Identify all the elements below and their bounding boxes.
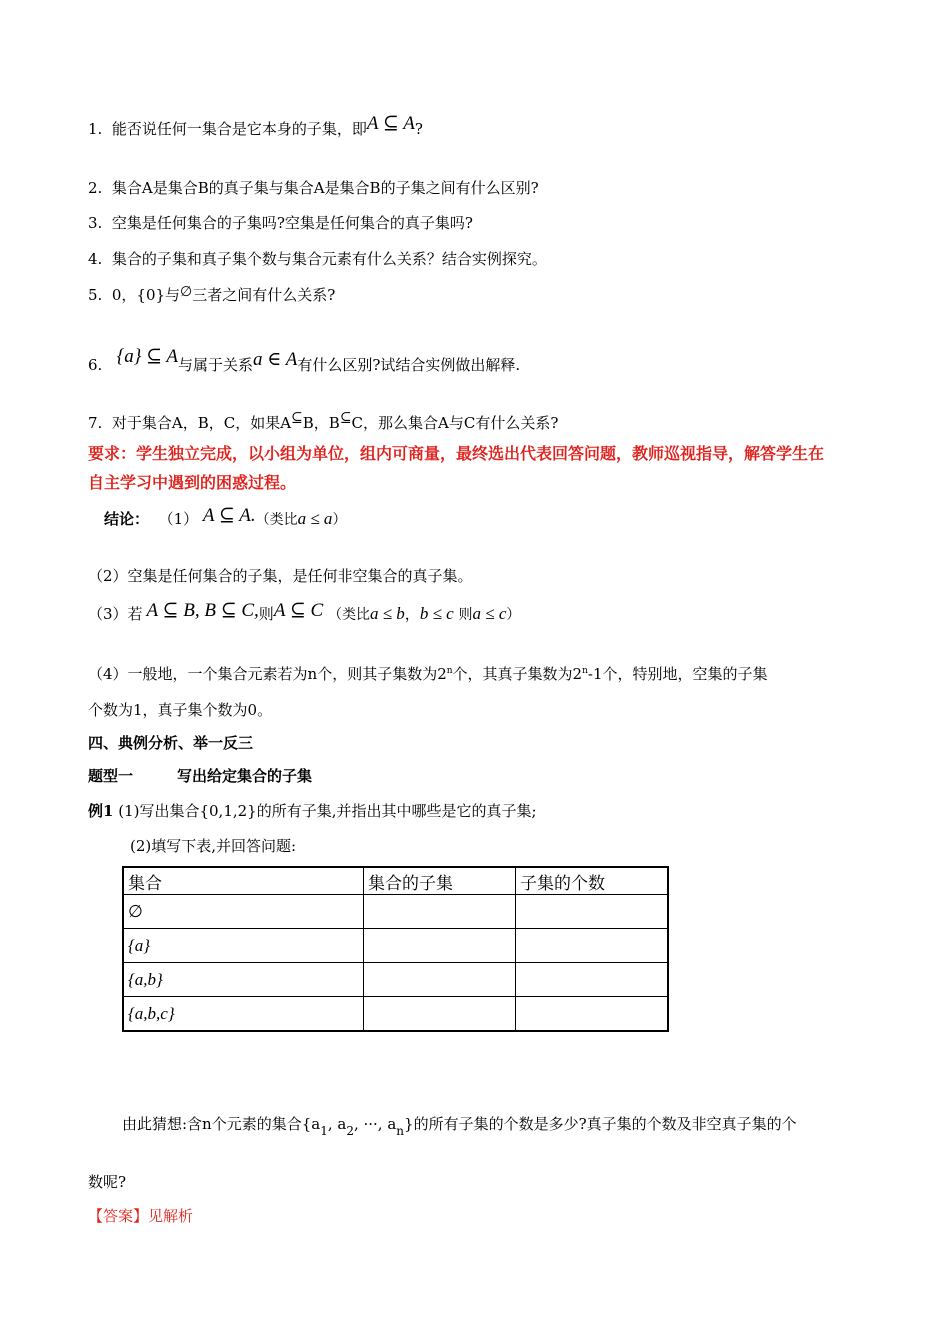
math-formula: A ⊆ A <box>366 113 415 134</box>
subscript: 2 <box>346 1124 354 1138</box>
table-cell-empty[interactable] <box>516 929 669 963</box>
set-notation: {a} <box>128 935 151 955</box>
analogy-text: 则 <box>458 607 473 623</box>
math-formula: {a} ⊆ A <box>116 346 179 367</box>
math-formula: a ≤ b <box>369 604 405 623</box>
type-heading <box>88 766 312 786</box>
conclusion-2: （2）空集是任何集合的子集，是任何非空集合的真子集。 <box>88 567 473 585</box>
example-label: 例1 <box>88 802 114 820</box>
question-number: 6. <box>88 356 103 374</box>
requirement-line-2: 自主学习中遇到的困惑过程。 <box>88 473 297 492</box>
question-3 <box>88 213 473 233</box>
table-cell-empty[interactable] <box>364 963 516 997</box>
guess-text: , ···, a <box>353 1115 397 1133</box>
question-6 <box>88 346 521 375</box>
question-text: 与属于关系 <box>178 356 254 374</box>
subset-symbol: ⊆ <box>291 410 303 426</box>
analogy-text: ， <box>404 605 420 623</box>
example-part-1 <box>88 801 537 821</box>
table-cell-empty[interactable] <box>516 997 669 1032</box>
guess-text: , a <box>327 1115 347 1133</box>
conclusion-text: 个，其真子集数为2 <box>452 665 583 683</box>
table-cell-empty[interactable] <box>364 929 516 963</box>
question-text: 有什么区别?试结合实例做出解释. <box>297 356 521 374</box>
conclusion-label: 结论： <box>104 510 150 528</box>
question-7 <box>88 410 559 434</box>
answer-line <box>88 1206 193 1226</box>
conclusion-1 <box>104 505 347 530</box>
conclusion-text: 则 <box>258 605 274 623</box>
question-number: 4. <box>88 250 103 268</box>
conclusion-number: （3）若 <box>88 605 143 623</box>
superscript: n <box>582 666 588 676</box>
question-text: 空集是任何集合的子集吗?空集是任何集合的真子集吗? <box>111 214 473 232</box>
table-row <box>123 963 668 997</box>
math-formula: a ≤ c <box>472 604 507 623</box>
math-formula: A ⊆ A. <box>202 505 256 526</box>
question-text: 三者之间有什么关系? <box>192 286 336 304</box>
table-row <box>123 895 668 929</box>
conclusion-text: -1个，特别地，空集的子集 <box>587 665 768 683</box>
conclusion-4-line-2: 个数为1，真子集个数为0。 <box>88 701 273 719</box>
question-number: 2. <box>88 179 103 197</box>
question-text: C，那么集合A与C有什么关系? <box>351 414 559 432</box>
question-4 <box>88 249 547 269</box>
table-cell-empty[interactable] <box>364 895 516 929</box>
question-number: 7. <box>88 414 103 432</box>
type-title: 写出给定集合的子集 <box>177 767 313 785</box>
section-title: 四、典例分析、举一反三 <box>88 734 254 752</box>
table-cell-empty[interactable] <box>516 963 669 997</box>
answer-text: 见解析 <box>148 1207 194 1225</box>
conclusion-3 <box>88 600 521 625</box>
math-formula: A ⊆ B, B ⊆ C, <box>146 600 259 621</box>
empty-set-symbol: ∅ <box>180 284 193 300</box>
subsets-table <box>122 866 669 1032</box>
table-header-cell: 集合 <box>123 867 364 895</box>
math-formula: a ∈ A <box>253 349 298 370</box>
table-cell-set <box>123 997 364 1032</box>
analogy-text: （类比 <box>327 607 370 623</box>
type-label: 题型一 <box>88 767 134 785</box>
math-formula: b ≤ c <box>419 604 454 623</box>
analogy-text: ） <box>506 607 521 623</box>
guess-text: 由此猜想:含n个元素的集合{a <box>122 1115 321 1133</box>
conclusion-4-line-1 <box>88 661 768 684</box>
question-number: 5. <box>88 286 103 304</box>
table-header-cell: 子集的个数 <box>516 867 669 895</box>
analogy-text: ） <box>332 512 347 528</box>
example-part-2: (2)填写下表,并回答问题: <box>130 837 297 855</box>
answer-tag: 【答案】 <box>88 1207 149 1225</box>
question-2 <box>88 178 539 198</box>
math-formula: a ≤ a <box>297 509 333 528</box>
subscript: 1 <box>320 1124 328 1138</box>
set-notation: {a,b,c} <box>128 1003 175 1023</box>
conclusion-text: （4）一般地，一个集合元素若为n个，则其子集数为2 <box>88 665 447 683</box>
table-row <box>123 929 668 963</box>
question-text: ? <box>414 120 423 138</box>
math-formula: A ⊆ C <box>273 600 324 621</box>
set-notation: {a,b} <box>128 969 163 989</box>
table-cell-empty[interactable] <box>516 895 669 929</box>
question-1 <box>88 113 423 139</box>
question-number: 3. <box>88 214 103 232</box>
guess-line-2: 数呢? <box>88 1173 127 1191</box>
subscript: n <box>396 1124 405 1138</box>
question-text: 能否说任何一集合是它本身的子集，即 <box>111 120 367 138</box>
requirement-line-1: 要求：学生独立完成，以小组为单位，组内可商量，最终选出代表回答问题，教师巡视指导，解答学生在 <box>88 444 825 463</box>
conclusion-number: （1） <box>158 510 199 528</box>
table-cell-empty[interactable] <box>364 997 516 1032</box>
table-cell-set <box>123 963 364 997</box>
analogy-text: （类比 <box>255 512 298 528</box>
question-5 <box>88 285 335 306</box>
guess-text: }的所有子集的个数是多少?真子集的个数及非空真子集的个 <box>404 1115 797 1133</box>
question-text: B，B <box>302 414 340 432</box>
question-number: 1. <box>88 120 103 138</box>
table-row <box>123 997 668 1032</box>
question-text: 对于集合A，B，C，如果A <box>111 414 292 432</box>
question-text: 0，{0}与 <box>111 286 181 304</box>
superscript: n <box>446 666 453 676</box>
table-cell-set: ∅ <box>123 895 364 929</box>
table-cell-set <box>123 929 364 963</box>
subset-symbol: ⊆ <box>339 410 352 426</box>
example-text: (1)写出集合{0,1,2}的所有子集,并指出其中哪些是它的真子集; <box>118 802 537 820</box>
guess-line-1 <box>122 1114 797 1141</box>
question-text: 集合A是集合B的真子集与集合A是集合B的子集之间有什么区别? <box>111 179 539 197</box>
table-header-row <box>123 867 668 895</box>
question-text: 集合的子集和真子集个数与集合元素有什么关系？结合实例探究。 <box>111 250 547 268</box>
table-header-cell: 集合的子集 <box>364 867 516 895</box>
